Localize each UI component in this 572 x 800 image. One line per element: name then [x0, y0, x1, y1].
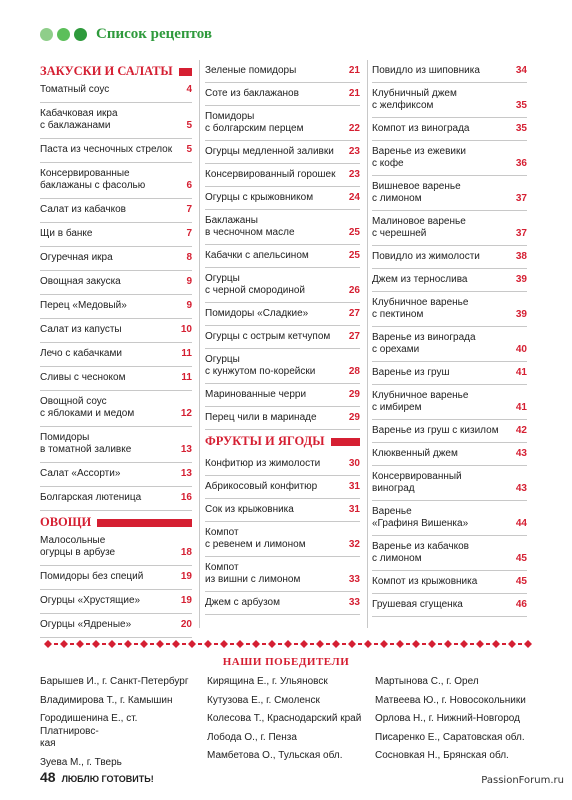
ornament-dash: [438, 643, 442, 645]
recipe-item: [40, 295, 192, 319]
green-dot-icon: [74, 28, 87, 41]
ornament-dash: [182, 643, 186, 645]
recipe-page-number: 29: [348, 412, 360, 423]
recipe-page-number: 23: [348, 146, 360, 157]
recipe-title: Клубничное варенье с пектином: [372, 297, 469, 320]
recipe-item: [205, 384, 360, 407]
green-dot-icon: [57, 28, 70, 41]
recipe-item: [40, 271, 192, 295]
recipe-title: Огурцы «Хрустящие»: [40, 595, 141, 606]
ornament-diamond: [492, 640, 500, 648]
recipe-item: [205, 349, 360, 384]
recipe-title: Кабачковая икра с баклажанами: [40, 108, 118, 131]
ornament-diamond: [428, 640, 436, 648]
ornament-diamond: [412, 640, 420, 648]
recipe-column-3: [372, 60, 527, 617]
recipe-title: Повидло из жимолости: [372, 251, 480, 262]
recipe-page-number: 21: [348, 88, 360, 99]
recipe-page-number: 43: [515, 448, 527, 459]
recipe-title: Компот из винограда: [372, 123, 470, 134]
winners-title: НАШИ ПОБЕДИТЕЛИ: [222, 656, 350, 668]
recipe-title: Щи в банке: [40, 228, 93, 239]
ornament-diamond: [76, 640, 84, 648]
winners-column-2: [207, 676, 367, 769]
recipe-page-number: 21: [348, 65, 360, 76]
recipe-page-number: 43: [515, 483, 527, 494]
winner-entry: Кутузова Е., г. Смоленск: [207, 694, 320, 706]
ornament-diamond: [252, 640, 260, 648]
recipe-page-number: 35: [515, 100, 527, 111]
recipe-page-number: 4: [186, 84, 192, 95]
recipe-item: [205, 453, 360, 476]
recipe-title: Клюквенный джем: [372, 448, 458, 459]
recipe-page-number: 37: [515, 228, 527, 239]
recipe-title: Огурцы с кунжутом по-корейски: [205, 354, 316, 377]
recipe-page-number: 46: [515, 599, 527, 610]
recipe-title: Паста из чесночных стрелок: [40, 144, 173, 155]
recipe-item: [40, 139, 192, 163]
recipe-title: Болгарская лютеница: [40, 492, 142, 503]
ornament-diamond: [92, 640, 100, 648]
recipe-title: Огуречная икра: [40, 252, 113, 263]
recipe-item: [372, 292, 527, 327]
ornament-dash: [342, 643, 346, 645]
recipe-item: [372, 327, 527, 362]
recipe-page-number: 12: [180, 408, 192, 419]
ornament-dash: [102, 643, 106, 645]
ornament-dash: [230, 643, 234, 645]
ornament-diamond: [460, 640, 468, 648]
recipe-page-number: 33: [348, 597, 360, 608]
recipe-title: Вишневое варенье с лимоном: [372, 181, 461, 204]
recipe-title: Помидоры без специй: [40, 571, 144, 582]
recipe-title: Грушевая сгущенка: [372, 599, 463, 610]
recipe-title: Огурцы «Ядреные»: [40, 619, 132, 630]
ornament-diamond: [380, 640, 388, 648]
winner-entry: Писаренко Е., Саратовская обл.: [375, 731, 525, 743]
recipe-item: [40, 391, 192, 427]
recipe-title: Салат из кабачков: [40, 204, 126, 215]
recipe-page-number: 39: [515, 309, 527, 320]
ornament-diamond: [204, 640, 212, 648]
recipe-item: [372, 141, 527, 176]
ornament-dash: [358, 643, 362, 645]
recipe-page-number: 37: [515, 193, 527, 204]
winner-entry: Матвеева Ю., г. Новосокольники: [375, 694, 526, 706]
recipe-page-number: 18: [180, 547, 192, 558]
ornament-dash: [422, 643, 426, 645]
recipe-title: Кабачки с апельсином: [205, 250, 309, 261]
recipe-page-number: 27: [348, 331, 360, 342]
recipe-page-number: 31: [348, 504, 360, 515]
magazine-name: ЛЮБЛЮ ГОТОВИТЬ!: [61, 774, 154, 784]
winners-column-3: [375, 676, 535, 769]
recipe-item: [40, 223, 192, 247]
recipe-title: Перец чили в маринаде: [205, 412, 317, 423]
recipe-item: [40, 319, 192, 343]
recipe-item: [40, 83, 192, 103]
recipe-item: [372, 83, 527, 118]
section-label: ЗАКУСКИ И САЛАТЫ: [40, 64, 173, 78]
recipe-title: Салат из капусты: [40, 324, 122, 335]
recipe-item: [40, 367, 192, 391]
recipe-item: [205, 210, 360, 245]
recipe-title: Джем из тернослива: [372, 274, 468, 285]
recipe-page-number: 28: [348, 366, 360, 377]
recipe-item: [40, 427, 192, 463]
recipe-title: Овощная закуска: [40, 276, 121, 287]
recipe-page-number: 19: [180, 595, 192, 606]
recipe-page-number: 40: [515, 344, 527, 355]
ornament-dash: [262, 643, 266, 645]
recipe-page-number: 22: [348, 123, 360, 134]
winner-entry: Городишенина Е., ст. Платнировс- кая: [40, 713, 138, 749]
ornament-dash: [486, 643, 490, 645]
recipe-item: [372, 420, 527, 443]
recipe-page-number: 25: [348, 250, 360, 261]
ornament-dash: [134, 643, 138, 645]
recipe-item: [205, 557, 360, 592]
recipe-page-number: 32: [348, 539, 360, 550]
recipe-page-number: 29: [348, 389, 360, 400]
recipe-item: [40, 614, 192, 638]
section-bar: [331, 438, 360, 446]
recipe-page-number: 11: [181, 348, 192, 359]
ornament-diamond: [332, 640, 340, 648]
recipe-title: Малосольные огурцы в арбузе: [40, 535, 116, 558]
recipe-page-number: 44: [515, 518, 527, 529]
section-label: ОВОЩИ: [40, 515, 92, 529]
recipe-title: Сок из крыжовника: [205, 504, 294, 515]
recipe-page-number: 5: [186, 120, 192, 131]
recipe-page-number: 7: [186, 204, 192, 215]
winner-entry: Зуева М., г. Тверь: [40, 756, 122, 768]
recipe-title: Клубничное варенье с имбирем: [372, 390, 469, 413]
recipe-title: Варенье из груш с кизилом: [372, 425, 499, 436]
recipe-page-number: 26: [348, 285, 360, 296]
section-header-frukty: [205, 434, 360, 449]
ornament-dash: [278, 643, 282, 645]
recipe-title: Зеленые помидоры: [205, 65, 297, 76]
ornament-diamond: [124, 640, 132, 648]
recipe-title: Огурцы медленной заливки: [205, 146, 334, 157]
ornament-dash: [374, 643, 378, 645]
recipe-item: [205, 592, 360, 615]
ornament-divider: [40, 637, 532, 651]
recipe-title: Повидло из шиповника: [372, 65, 480, 76]
ornament-dash: [166, 643, 170, 645]
recipe-title: Овощной соус с яблоками и медом: [40, 396, 135, 419]
recipe-title: Консервированные баклажаны с фасолью: [40, 168, 146, 191]
recipe-item: [372, 176, 527, 211]
page-header: [40, 24, 212, 44]
recipe-item: [40, 534, 192, 566]
recipe-title: Сливы с чесноком: [40, 372, 126, 383]
recipe-title: Компот из крыжовника: [372, 576, 478, 587]
recipe-page-number: 7: [186, 228, 192, 239]
ornament-dash: [326, 643, 330, 645]
recipe-page-number: 13: [180, 444, 192, 455]
recipe-item: [40, 487, 192, 511]
ornament-diamond: [348, 640, 356, 648]
recipe-page-number: 25: [348, 227, 360, 238]
recipe-page-number: 31: [348, 481, 360, 492]
ornament-dash: [518, 643, 522, 645]
recipe-title: Перец «Медовый»: [40, 300, 127, 311]
ornament-dash: [86, 643, 90, 645]
recipe-title: Томатный соус: [40, 84, 110, 95]
recipe-item: [372, 60, 527, 83]
green-dot-icon: [40, 28, 53, 41]
recipe-item: [205, 476, 360, 499]
page-footer: [40, 769, 154, 785]
ornament-diamond: [268, 640, 276, 648]
recipe-page-number: 36: [515, 158, 527, 169]
recipe-page-number: 16: [180, 492, 192, 503]
ornament-diamond: [524, 640, 532, 648]
recipe-column-2: [205, 60, 360, 615]
ornament-dash: [390, 643, 394, 645]
ornament-dash: [246, 643, 250, 645]
recipe-page-number: 41: [515, 367, 527, 378]
ornament-diamond: [316, 640, 324, 648]
recipe-title: Варенье из груш: [372, 367, 450, 378]
ornament-diamond: [284, 640, 292, 648]
recipe-item: [205, 164, 360, 187]
recipe-title: Варенье из кабачков с лимоном: [372, 541, 469, 564]
recipe-item: [40, 247, 192, 271]
recipe-page-number: 6: [186, 180, 192, 191]
recipe-title: Компот с ревенем и лимоном: [205, 527, 306, 550]
section-label: ФРУКТЫ И ЯГОДЫ: [205, 434, 325, 448]
winner-entry: Колесова Т., Краснодарский край: [207, 713, 362, 724]
recipe-item: [205, 499, 360, 522]
recipe-page-number: 42: [515, 425, 527, 436]
ornament-dash: [406, 643, 410, 645]
section-bar: [97, 519, 192, 527]
ornament-diamond: [300, 640, 308, 648]
winner-entry: Барышев И., г. Санкт-Петербург: [40, 676, 189, 687]
ornament-dash: [150, 643, 154, 645]
recipe-item: [372, 466, 527, 501]
recipe-item: [205, 83, 360, 106]
ornament-dash: [70, 643, 74, 645]
recipe-title: Варенье из ежевики с кофе: [372, 146, 466, 169]
recipe-title: Консервированный виноград: [372, 471, 462, 494]
recipe-page-number: 13: [180, 468, 192, 479]
recipe-item: [372, 246, 527, 269]
ornament-diamond: [44, 640, 52, 648]
ornament-dash: [294, 643, 298, 645]
recipe-page-number: 23: [348, 169, 360, 180]
recipe-page-number: 20: [180, 619, 192, 630]
recipe-page-number: 5: [186, 144, 192, 155]
recipe-item: [40, 590, 192, 614]
winner-entry: Мамбетова О., Тульская обл.: [207, 750, 343, 761]
watermark: PassionForum.ru: [481, 775, 564, 786]
recipe-page-number: 9: [186, 300, 192, 311]
recipe-title: Огурцы с крыжовником: [205, 192, 314, 203]
recipe-page-number: 10: [180, 324, 192, 335]
recipe-item: [205, 522, 360, 557]
recipe-page-number: 19: [180, 571, 192, 582]
ornament-dash: [118, 643, 122, 645]
recipe-item: [40, 199, 192, 223]
recipe-page-number: 33: [348, 574, 360, 585]
recipe-item: [372, 211, 527, 246]
ornament-dash: [214, 643, 218, 645]
recipe-title: Помидоры «Сладкие»: [205, 308, 309, 319]
recipe-page-number: 27: [348, 308, 360, 319]
recipe-item: [205, 245, 360, 268]
recipe-page-number: 38: [515, 251, 527, 262]
section-bar: [179, 68, 192, 76]
ornament-dash: [310, 643, 314, 645]
recipe-page-number: 39: [515, 274, 527, 285]
page-title: Список рецептов: [96, 25, 213, 42]
recipe-title: Помидоры в томатной заливке: [40, 432, 132, 455]
recipe-page-number: 45: [515, 576, 527, 587]
recipe-title: Салат «Ассорти»: [40, 468, 121, 479]
ornament-diamond: [508, 640, 516, 648]
recipe-item: [205, 303, 360, 326]
ornament-diamond: [476, 640, 484, 648]
recipe-item: [40, 566, 192, 590]
ornament-diamond: [156, 640, 164, 648]
recipe-item: [205, 326, 360, 349]
page-number: 48: [40, 769, 56, 785]
recipe-title: Соте из баклажанов: [205, 88, 299, 99]
ornament-dash: [198, 643, 202, 645]
winner-entry: Лобода О., г. Пенза: [207, 731, 297, 743]
ornament-diamond: [236, 640, 244, 648]
recipe-title: Консервированный горошек: [205, 169, 336, 180]
recipe-item: [372, 594, 527, 617]
recipe-title: Джем с арбузом: [205, 597, 280, 608]
recipe-title: Лечо с кабачками: [40, 348, 122, 359]
ornament-dash: [454, 643, 458, 645]
recipe-title: Варенье «Графиня Вишенка»: [372, 506, 469, 529]
recipe-item: [205, 187, 360, 210]
ornament-diamond: [188, 640, 196, 648]
recipe-item: [205, 407, 360, 430]
recipe-page-number: 35: [515, 123, 527, 134]
winners-column-1: [40, 676, 195, 775]
ornament-diamond: [396, 640, 404, 648]
ornament-diamond: [60, 640, 68, 648]
recipe-page-number: 45: [515, 553, 527, 564]
recipe-column-1: [40, 60, 192, 638]
recipe-item: [372, 385, 527, 420]
recipe-title: Баклажаны в чесночном масле: [205, 215, 295, 238]
recipe-title: Маринованные черри: [205, 389, 307, 400]
recipe-item: [372, 571, 527, 594]
recipe-page-number: 8: [186, 252, 192, 263]
recipe-item: [40, 343, 192, 367]
recipe-page-number: 9: [186, 276, 192, 287]
recipe-item: [40, 103, 192, 139]
recipe-item: [40, 463, 192, 487]
recipe-page-number: 30: [348, 458, 360, 469]
ornament-dash: [470, 643, 474, 645]
winner-entry: Кирящина Е., г. Ульяновск: [207, 676, 328, 687]
recipe-page-number: 24: [348, 192, 360, 203]
section-header-ovoshchi: [40, 515, 192, 530]
recipe-title: Помидоры с болгарским перцем: [205, 111, 304, 134]
recipe-item: [205, 60, 360, 83]
recipe-item: [372, 443, 527, 466]
ornament-diamond: [108, 640, 116, 648]
recipe-title: Огурцы с острым кетчупом: [205, 331, 331, 342]
recipe-item: [372, 118, 527, 141]
recipe-item: [372, 362, 527, 385]
recipe-title: Малиновое варенье с черешней: [372, 216, 466, 239]
recipe-page-number: 41: [515, 402, 527, 413]
recipe-item: [205, 268, 360, 303]
recipe-item: [205, 106, 360, 141]
recipe-page-number: 34: [515, 65, 527, 76]
recipe-title: Компот из вишни с лимоном: [205, 562, 301, 585]
recipe-item: [205, 141, 360, 164]
ornament-dash: [502, 643, 506, 645]
recipe-title: Клубничный джем с желфиксом: [372, 88, 457, 111]
winner-entry: Орлова Н., г. Нижний-Новгород: [375, 713, 520, 724]
recipe-title: Абрикосовый конфитюр: [205, 481, 318, 492]
recipe-page-number: 11: [181, 372, 192, 383]
recipe-item: [372, 501, 527, 536]
recipe-item: [40, 163, 192, 199]
ornament-dash: [54, 643, 58, 645]
ornament-diamond: [364, 640, 372, 648]
recipe-item: [372, 269, 527, 292]
ornament-diamond: [444, 640, 452, 648]
section-header-zakuski: [40, 64, 192, 79]
winner-entry: Сосновкая Н., Брянская обл.: [375, 750, 509, 761]
winner-entry: Мартынова С., г. Орел: [375, 676, 479, 687]
recipe-title: Конфитюр из жимолости: [205, 458, 321, 469]
ornament-diamond: [220, 640, 228, 648]
winner-entry: Владимирова Т., г. Камышин: [40, 694, 173, 706]
recipe-title: Варенье из винограда с орехами: [372, 332, 476, 355]
ornament-diamond: [172, 640, 180, 648]
recipe-item: [372, 536, 527, 571]
ornament-diamond: [140, 640, 148, 648]
recipe-title: Огурцы с черной смородиной: [205, 273, 305, 296]
